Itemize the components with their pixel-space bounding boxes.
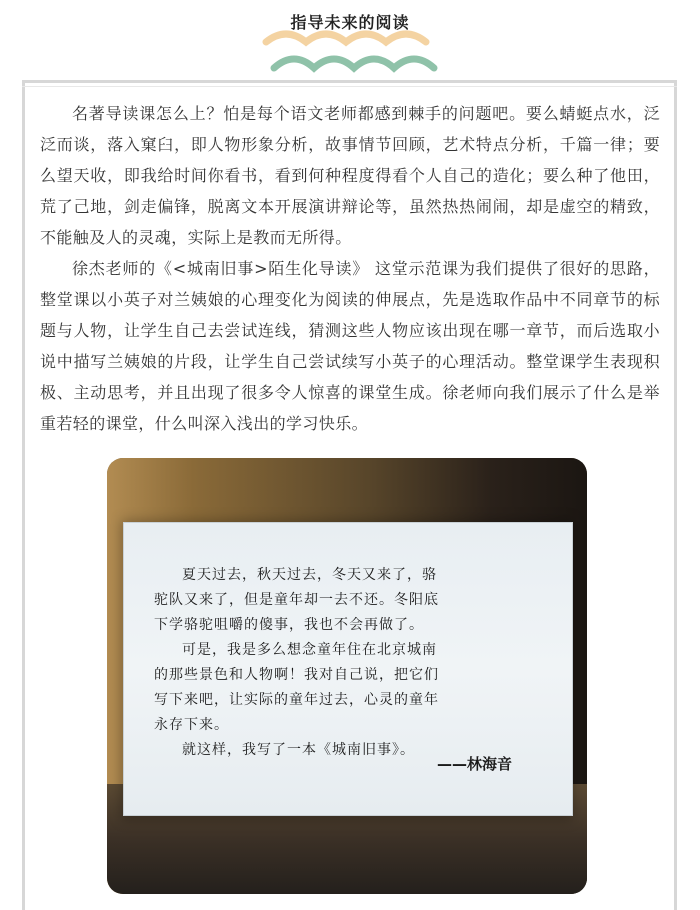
page-title: 指导未来的阅读 xyxy=(290,13,410,32)
screen-line: 写下来吧，让实际的童年过去，心灵的童年 xyxy=(154,692,439,708)
classroom-photo xyxy=(107,458,587,894)
screen-line: 下学骆驼咀嚼的傻事，我也不会再做了。 xyxy=(154,617,424,633)
screen-line: 可是，我是多么想念童年住在北京城南 xyxy=(182,642,437,658)
screen-text xyxy=(154,563,554,763)
screen-line: 就这样，我写了一本《城南旧事》。 xyxy=(182,742,415,758)
wave-decoration xyxy=(262,28,438,76)
paragraph-1: 名著导读课怎么上？怕是每个语文老师都感到棘手的问题吧。要么蜻蜓点水，泛泛而谈，落入窠臼，即人物形象分析，故事情节回顾，艺术特点分析，千篇一律；要么望天收，即我给时间你看书，看到何种程度得看个人自己的造化；要么种了他田，荒了己地，剑走偏锋，脱离文本开展演讲辩论等，虽然热热闹闹，却是虚空的精致，不能触及人的灵魂，实际上是教而无所得。 xyxy=(40,104,660,247)
screen-line: 夏天过去，秋天过去，冬天又来了，骆 xyxy=(182,567,437,583)
screen-line: 驼队又来了，但是童年却一去不还。冬阳底 xyxy=(154,592,439,608)
paragraph-2: 徐杰老师的《<城南旧事>陌生化导读》 这堂示范课为我们提供了很好的思路，整堂课以小英子对兰姨娘的心理变化为阅读的伸展点，先是选取作品中不同章节的标题与人物，让学生自己去尝试连线，猜测这些人物应该出现在哪一章节，而后选取小说中描写兰姨娘的片段，让学生自己尝试续写小英子的心理活动。整堂课学生表现积极、主动思考，并且出现了很多令人惊喜的课堂生成。徐老师向我们展示了什么是举重若轻的课堂，什么叫深入浅出的学习快乐。 xyxy=(40,259,660,433)
screen-author: ——林海音 xyxy=(436,755,512,773)
frame-divider xyxy=(22,86,677,87)
screen-line: 的那些景色和人物啊！我对自己说，把它们 xyxy=(154,667,439,683)
projection-screen xyxy=(123,522,573,816)
article-body xyxy=(40,98,660,439)
screen-line: 永存下来。 xyxy=(154,717,229,733)
